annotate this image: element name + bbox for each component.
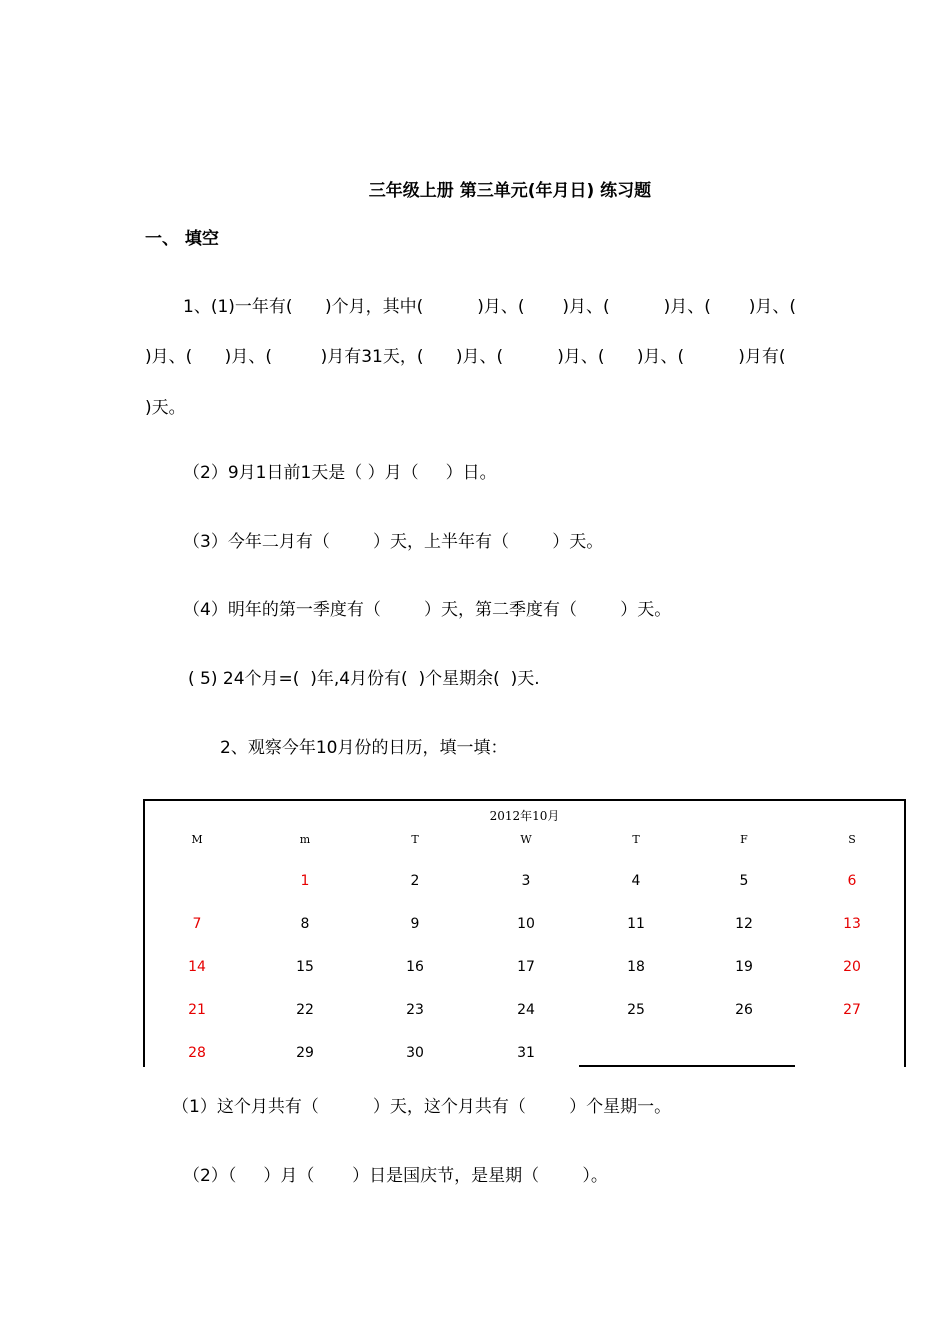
calendar-day: 1 xyxy=(300,873,310,889)
q1-part-4: （4）明年的第一季度有（ ）天，第二季度有（ ）天。 xyxy=(183,600,672,620)
q1-part-3: （3）今年二月有（ ）天，上半年有（ ）天。 xyxy=(183,532,604,552)
q1-line-1: 1、(1)一年有( )个月，其中( )月、( )月、( )月、( )月、( xyxy=(183,297,797,317)
q1-part-2: （2）9月1日前1天是（ ）月（ ）日。 xyxy=(183,463,497,483)
calendar-day: 4 xyxy=(631,873,641,889)
calendar-day: 12 xyxy=(735,916,753,932)
q2-sub-1: （1）这个月共有（ ）天，这个月共有（ ）个星期一。 xyxy=(172,1097,672,1117)
q2-sub-2: （2）（ ）月（ ）日是国庆节，是星期（ ）。 xyxy=(183,1166,608,1186)
weekday-header: T xyxy=(411,833,419,846)
calendar-day: 7 xyxy=(192,916,202,932)
calendar-day: 31 xyxy=(517,1045,535,1061)
calendar-day: 18 xyxy=(627,959,645,975)
calendar-day: 5 xyxy=(739,873,749,889)
calendar-day: 29 xyxy=(296,1045,314,1061)
calendar-day: 6 xyxy=(847,873,857,889)
section-heading: 一、 填空 xyxy=(145,229,219,249)
calendar-day: 26 xyxy=(735,1002,753,1018)
calendar-day: 2 xyxy=(410,873,420,889)
calendar-day: 25 xyxy=(627,1002,645,1018)
calendar-day: 9 xyxy=(410,916,420,932)
calendar-day: 24 xyxy=(517,1002,535,1018)
weekday-header: m xyxy=(299,833,311,846)
calendar-day: 13 xyxy=(843,916,861,932)
calendar-day: 19 xyxy=(735,959,753,975)
calendar-day: 17 xyxy=(517,959,535,975)
calendar-day: 16 xyxy=(406,959,424,975)
calendar-day: 20 xyxy=(843,959,861,975)
q1-line-3: )天。 xyxy=(145,398,186,418)
weekday-header: T xyxy=(632,833,640,846)
weekday-header: S xyxy=(848,833,856,846)
calendar-day: 30 xyxy=(406,1045,424,1061)
calendar-day: 3 xyxy=(521,873,531,889)
q2-intro: 2、观察今年10月份的日历，填一填： xyxy=(220,738,508,758)
calendar-day: 22 xyxy=(296,1002,314,1018)
calendar-day: 27 xyxy=(843,1002,861,1018)
q1-line-2: )月、( )月、( )月有31天，( )月、( )月、( )月、( )月有( xyxy=(145,347,786,367)
calendar-day: 28 xyxy=(188,1045,206,1061)
calendar-day: 8 xyxy=(300,916,310,932)
calendar-day: 10 xyxy=(517,916,535,932)
calendar-title: 2012年10月 xyxy=(489,809,560,823)
calendar-day: 11 xyxy=(627,916,645,932)
calendar-table xyxy=(143,799,906,1067)
q1-part-5: ( 5) 24个月=( )年,4月份有( )个星期余( )天. xyxy=(188,669,540,689)
calendar-day: 15 xyxy=(296,959,314,975)
calendar-underline xyxy=(579,1065,795,1067)
weekday-header: M xyxy=(191,833,203,846)
calendar-day: 21 xyxy=(188,1002,206,1018)
weekday-header: F xyxy=(740,833,748,846)
weekday-header: W xyxy=(520,833,532,846)
calendar-day: 14 xyxy=(188,959,206,975)
page-title: 三年级上册 第三单元(年月日) 练习题 xyxy=(368,181,652,201)
calendar-day: 23 xyxy=(406,1002,424,1018)
